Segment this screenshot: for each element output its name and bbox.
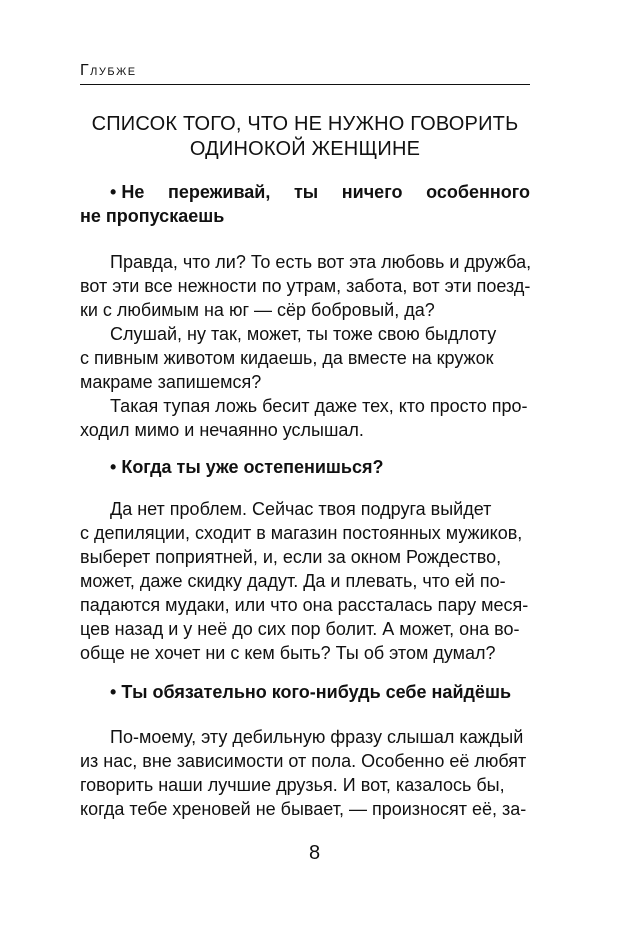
- paragraph-line: цев назад и у неё до сих пор болит. А может, она во-: [80, 619, 520, 639]
- paragraph-line: Правда, что ли? То есть вот эта любовь и дружба,: [110, 252, 532, 272]
- paragraph-line: вот эти все нежности по утрам, забота, вот эти поезд-: [80, 276, 531, 296]
- heading-1: [80, 180, 530, 228]
- header-rule: [80, 84, 530, 85]
- heading-1-line-1: [80, 180, 530, 204]
- paragraph-line: выберет поприятней, и, если за окном Рождество,: [80, 547, 502, 567]
- paragraph-line: падаются мудаки, или что она рассталась пару меся-: [80, 595, 529, 615]
- paragraph-line: когда тебе хреновей не бывает, — произносят её, за-: [80, 799, 527, 819]
- paragraph-line: По-моему, эту дебильную фразу слышал каждый: [110, 727, 524, 747]
- paragraph-line: Такая тупая ложь бесит даже тех, кто просто про-: [110, 396, 528, 416]
- section-3-body: [80, 725, 530, 821]
- heading-1-word-2: переживай,: [167, 182, 271, 202]
- heading-1-word-3: ты: [293, 182, 319, 202]
- heading-1-word-5: особенного: [426, 182, 530, 202]
- paragraph-line: ки с любимым на юг — сёр бобровый, да?: [80, 300, 435, 320]
- heading-3-line: • Ты обязательно кого-нибудь себе найдёшь: [110, 682, 512, 702]
- bullet-icon: •: [110, 182, 117, 202]
- heading-2-line: • Когда ты уже остепенишься?: [110, 457, 384, 477]
- section-title-line-2: ОДИНОКОЙ ЖЕНЩИНЕ: [189, 138, 421, 160]
- paragraph-line: макраме запишемся?: [80, 372, 262, 392]
- section-title: [80, 112, 530, 162]
- heading-2: [80, 455, 530, 479]
- section-1-body: [80, 250, 530, 442]
- heading-1-line-2: не пропускаешь: [80, 206, 225, 226]
- section-2-body: [80, 497, 530, 665]
- heading-1-word-4: ничего: [341, 182, 403, 202]
- running-head: Глубже: [80, 62, 137, 79]
- paragraph-line: может, даже скидку дадут. Да и плевать, что ей по-: [80, 571, 506, 591]
- section-title-line-1: СПИСОК ТОГО, ЧТО НЕ НУЖНО ГОВОРИТЬ: [91, 113, 519, 135]
- heading-3: [80, 680, 530, 704]
- paragraph-line: ходил мимо и нечаянно услышал.: [80, 420, 364, 440]
- paragraph-line: с пивным животом кидаешь, да вместе на кружок: [80, 348, 494, 368]
- paragraph-line: обще не хочет ни с кем быть? Ты об этом думал?: [80, 643, 496, 663]
- bullet-icon: •: [110, 457, 117, 477]
- paragraph-line: из нас, вне зависимости от пола. Особенно её любят: [80, 751, 527, 771]
- paragraph-line: Да нет проблем. Сейчас твоя подруга выйдет: [110, 499, 492, 519]
- paragraph-line: говорить наши лучшие друзья. И вот, казалось бы,: [80, 775, 505, 795]
- page-number: 8: [308, 842, 321, 864]
- paragraph-line: с депиляции, сходит в магазин постоянных мужиков,: [80, 523, 523, 543]
- heading-1-word-1: • Не: [110, 182, 145, 202]
- paragraph-line: Слушай, ну так, может, ты тоже свою быдлоту: [110, 324, 497, 344]
- bullet-icon: •: [110, 682, 117, 702]
